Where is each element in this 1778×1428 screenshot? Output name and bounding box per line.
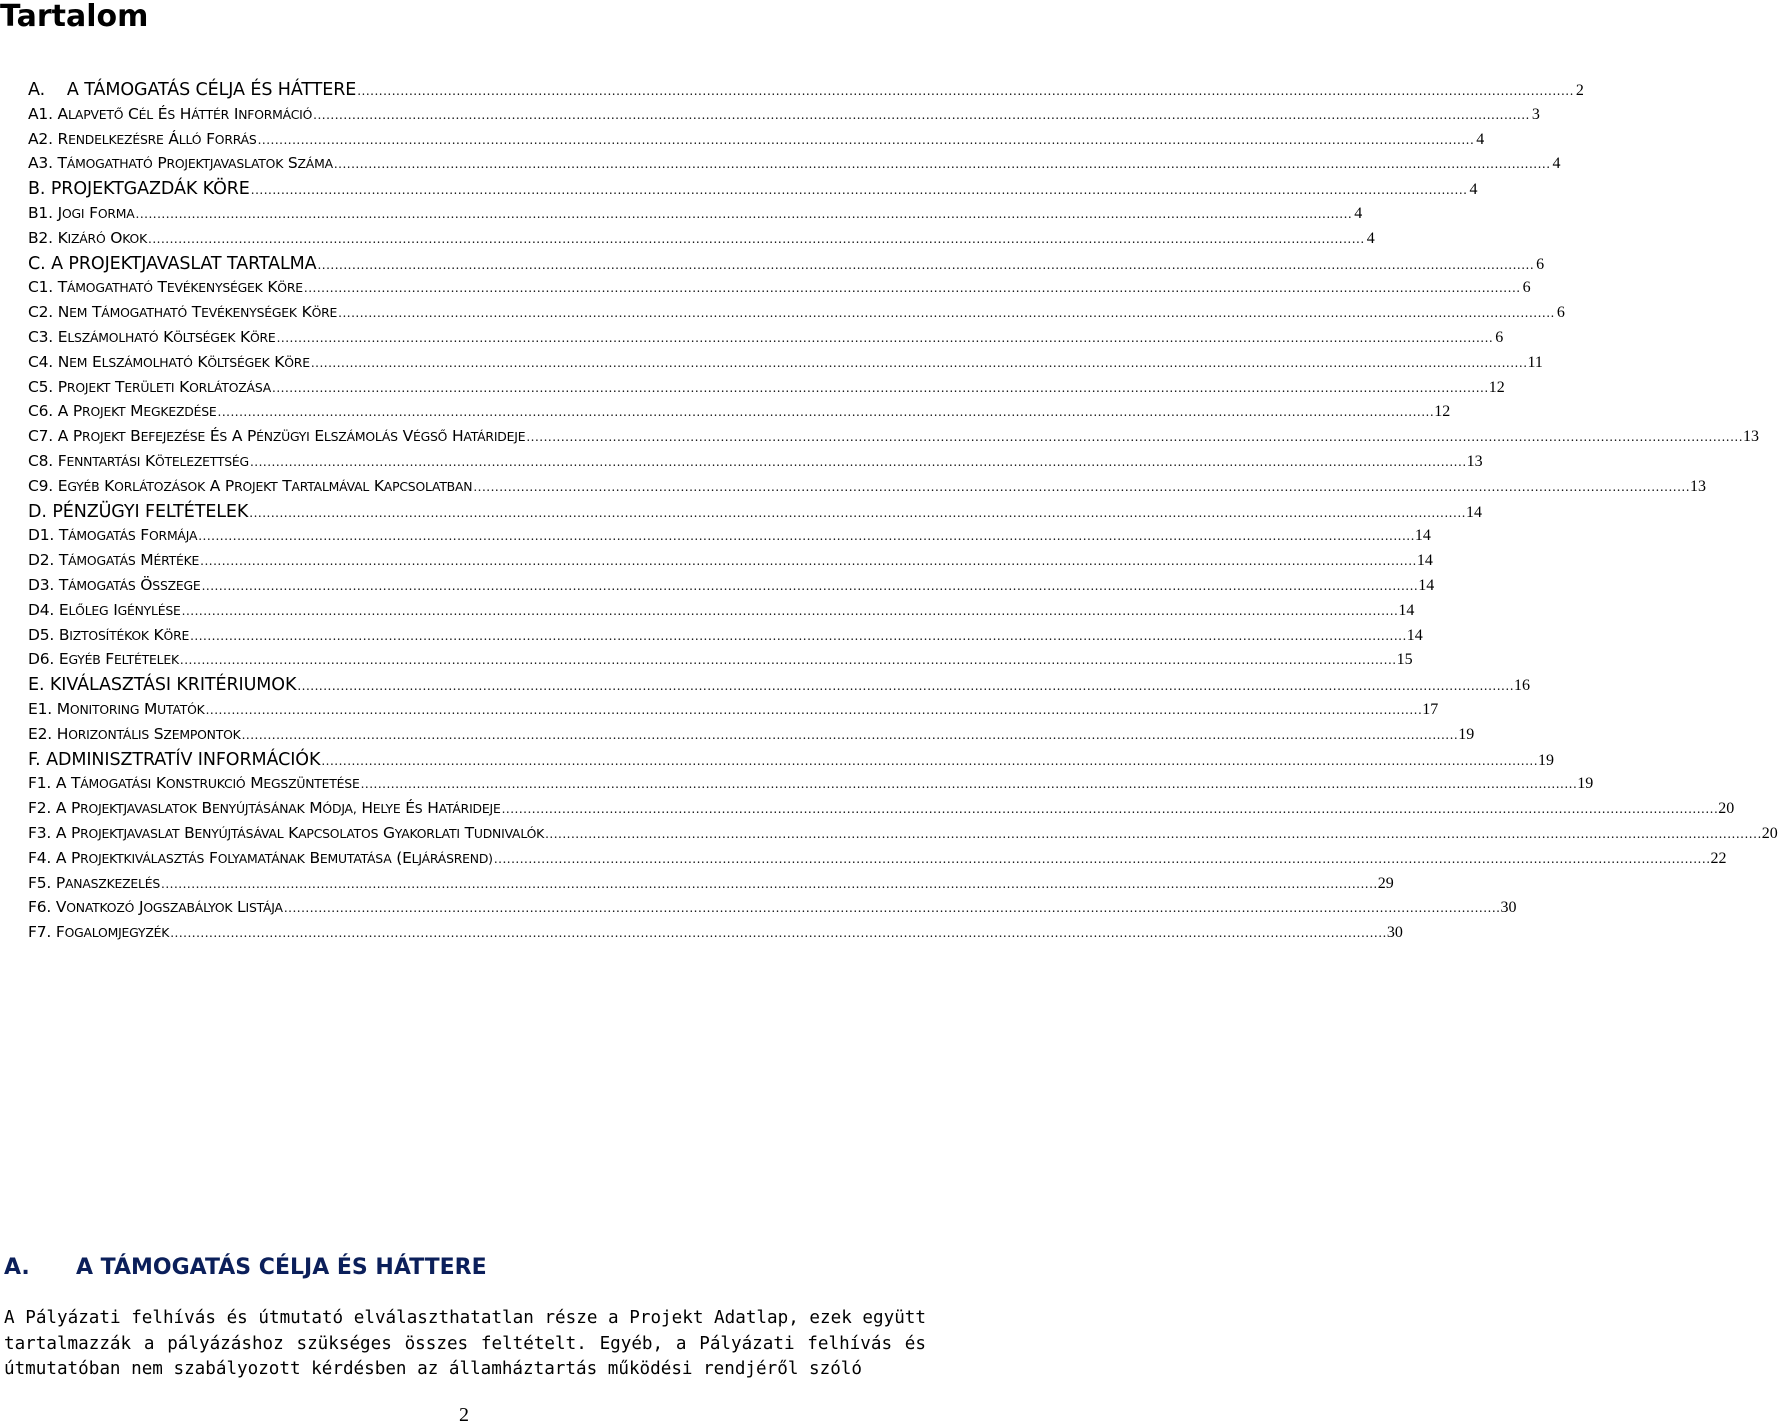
toc-dot-leader: [217, 405, 1435, 419]
toc-entry-label: EGYÉB FELTÉTELEK: [58, 650, 179, 669]
toc-entry[interactable]: [28, 923, 1403, 948]
toc-entry-title: [28, 824, 544, 842]
toc-entry-label: HORIZONTÁLIS SZEMPONTOK: [56, 724, 241, 743]
toc-entry-label: A PROJEKTJAVASLATOK BENYÚJTÁSÁNAK MÓDJA, HELYE ÉS HATÁRIDEJE: [55, 799, 501, 818]
toc-entry-page: 17: [1422, 700, 1439, 718]
toc-entry-label: KIZÁRÓ OKOK: [57, 228, 147, 247]
toc-entry-label: A PROJEKTJAVASLAT BENYÚJTÁSÁVAL KAPCSOLATOS GYAKORLATI TUDNIVALÓK: [55, 823, 545, 842]
toc-entry-label: FENNTARTÁSI KÖTELEZETTSÉG: [57, 451, 249, 470]
toc-entry-page: 6: [1556, 304, 1565, 322]
toc-entry-page: 11: [1527, 353, 1543, 371]
toc-entry-label: ELSZÁMOLHATÓ KÖLTSÉGEK KÖRE: [57, 327, 276, 346]
toc-entry-title: [28, 427, 525, 445]
toc-dot-leader: [199, 554, 1417, 568]
toc-entry-label: PROJEKT TERÜLETI KORLÁTOZÁSA: [57, 377, 271, 396]
toc-entry-number: C6.: [28, 402, 54, 421]
toc-entry-page: 4: [1366, 229, 1375, 247]
toc-entry-page: 2: [1575, 82, 1584, 99]
toc-entry-page: 29: [1377, 874, 1394, 892]
toc-dot-leader: [316, 258, 1534, 272]
toc-entry-page: 6: [1536, 255, 1545, 273]
toc-entry[interactable]: [28, 203, 1363, 229]
toc-entry[interactable]: [28, 278, 1531, 303]
page-number: 2: [459, 1404, 469, 1426]
toc-entry-page: 13: [1743, 428, 1760, 446]
toc-entry-page: 14: [1465, 503, 1482, 521]
toc-entry-page: 6: [1495, 328, 1504, 346]
toc-entry-title: [28, 774, 360, 792]
toc-entry-page: 12: [1488, 378, 1505, 396]
toc-entry-page: 19: [1458, 725, 1475, 743]
toc-entry-page: 4: [1354, 204, 1363, 222]
toc-entry-title: [28, 675, 296, 695]
toc-entry-number: C9.: [28, 476, 54, 495]
toc-entry-number: D6.: [28, 650, 55, 669]
toc-entry-number: D3.: [28, 575, 55, 594]
toc-entry-page: 14: [1406, 626, 1423, 644]
toc-entry[interactable]: [28, 724, 1475, 750]
toc-entry[interactable]: [28, 774, 1594, 799]
toc-entry-title: [28, 750, 320, 770]
toc-entry[interactable]: [28, 749, 1555, 775]
toc-entry-number: F5.: [28, 873, 52, 892]
toc-entry[interactable]: [28, 600, 1415, 626]
toc-entry-label: PÉNZÜGYI FELTÉTELEK: [52, 501, 249, 522]
toc-entry-label: TÁMOGATHATÓ PROJEKTJAVASLATOK SZÁMA: [57, 154, 333, 173]
toc-entry-title: [28, 303, 337, 321]
toc-entry[interactable]: [28, 625, 1423, 651]
toc-entry-page: 14: [1416, 552, 1433, 570]
toc-entry-title: [28, 278, 303, 296]
toc-dot-leader: [197, 529, 1415, 543]
toc-dot-leader: [303, 281, 1521, 295]
toc-entry-number: D2.: [28, 551, 55, 570]
toc-entry-title: [28, 402, 217, 420]
toc-entry[interactable]: [28, 650, 1413, 675]
toc-entry-number: D4.: [28, 600, 55, 619]
toc-entry-page: 14: [1414, 527, 1431, 545]
toc-entry[interactable]: [28, 327, 1504, 353]
toc-entry-label: TÁMOGATHATÓ TEVÉKENYSÉGEK KÖRE: [57, 278, 303, 297]
toc-entry-title: [28, 452, 249, 470]
toc-entry-number: C1.: [28, 278, 54, 297]
toc-entry-label: EGYÉB KORLÁTOZÁSOK A PROJEKT TARTALMÁVAL KAPCSOLATBAN: [57, 476, 473, 495]
toc-entry-title: [28, 378, 271, 396]
toc-entry-number: F6.: [28, 898, 52, 917]
toc-entry-title: [28, 80, 356, 100]
toc-entry-title: [28, 328, 276, 346]
toc-entry-title: [28, 353, 310, 371]
toc-entry-label: ELŐLEG IGÉNYLÉSE: [58, 600, 181, 619]
toc-dot-leader: [205, 703, 1423, 717]
toc-entry-page: 6: [1522, 279, 1531, 297]
toc-entry[interactable]: [28, 501, 1482, 527]
toc-entry-label: A PROJEKTJAVASLAT TARTALMA: [51, 253, 317, 274]
toc-entry[interactable]: [28, 104, 1540, 130]
toc-entry[interactable]: [28, 352, 1543, 378]
toc-entry[interactable]: [28, 476, 1707, 502]
toc-entry-number: D.: [28, 501, 47, 522]
toc-entry-number: B.: [28, 179, 46, 200]
toc-entry-page: 12: [1434, 403, 1451, 421]
toc-entry[interactable]: [28, 675, 1531, 700]
toc-entry[interactable]: [28, 228, 1375, 254]
toc-entry-number: B1.: [28, 203, 53, 222]
toc-entry-number: A3.: [28, 154, 53, 173]
toc-entry-title: [28, 477, 472, 495]
toc-entry-label: NEM TÁMOGATHATÓ TEVÉKENYSÉGEK KÖRE: [57, 303, 338, 322]
toc-entry[interactable]: [28, 873, 1394, 899]
toc-entry-title: [28, 799, 501, 817]
toc-entry-label: BIZTOSÍTÉKOK KÖRE: [58, 625, 190, 644]
toc-entry-label: NEM ELSZÁMOLHATÓ KÖLTSÉGEK KÖRE: [57, 352, 310, 371]
toc-entry-number: C2.: [28, 303, 54, 322]
toc-entry-page: 4: [1552, 155, 1561, 173]
toc-entry-label: PANASZKEZELÉS: [55, 873, 161, 892]
toc-entry-title: [28, 229, 147, 247]
page-title: Tartalom: [0, 0, 149, 34]
toc-entry-page: 13: [1466, 452, 1483, 470]
toc-entry-page: 19: [1577, 775, 1594, 793]
toc-entry-number: C4.: [28, 352, 54, 371]
section-heading-text: A TÁMOGATÁS CÉLJA ÉS HÁTTERE: [76, 1255, 487, 1280]
toc-dot-leader: [310, 356, 1528, 370]
toc-dot-leader: [493, 852, 1711, 866]
toc-entry-label: FOGALOMJEGYZÉK: [55, 923, 170, 942]
toc-entry-page: 20: [1761, 824, 1778, 842]
toc-entry[interactable]: [28, 898, 1517, 923]
toc-entry-title: [28, 601, 181, 619]
toc-dot-leader: [360, 777, 1578, 791]
toc-entry[interactable]: [28, 823, 1778, 849]
toc-dot-leader: [501, 802, 1719, 816]
toc-entry[interactable]: [28, 179, 1478, 204]
toc-entry-title: [28, 898, 283, 916]
toc-dot-leader: [201, 579, 1419, 593]
toc-entry-label: TÁMOGATÁS FORMÁJA: [58, 526, 198, 545]
toc-entry-number: A.: [28, 80, 46, 100]
toc-entry-page: 14: [1398, 601, 1415, 619]
toc-entry-label: A PROJEKT BEFEJEZÉSE ÉS A PÉNZÜGYI ELSZÁMOLÁS VÉGSŐ HATÁRIDEJE: [57, 427, 526, 446]
toc-entry-number: C7.: [28, 427, 54, 446]
toc-entry[interactable]: [28, 402, 1451, 427]
toc-entry-label: TÁMOGATÁS ÖSSZEGE: [58, 575, 201, 594]
toc-entry-label: TÁMOGATÁS MÉRTÉKE: [58, 551, 200, 570]
section-heading: [4, 1254, 487, 1282]
toc-dot-leader: [283, 901, 1501, 915]
toc-dot-leader: [135, 207, 1353, 221]
toc-entry-title: [28, 130, 257, 148]
toc-dot-leader: [544, 827, 1762, 841]
body-paragraph: A Pályázati felhívás és útmutató elválaszthatatlan része a Projekt Adatlap, ezek együtt tartalmazzák a pályázáshoz szükséges összes feltételt. Egyéb, a Pályázati felhívás és útmutatóban nem szabályozott kérdésben az államháztartás működési rendjéről szóló: [4, 1308, 926, 1379]
toc-entry-page: 15: [1396, 651, 1413, 669]
toc-entry-label: A PROJEKTKIVÁLASZTÁS FOLYAMATÁNAK BEMUTATÁSA (ELJÁRÁSREND): [55, 848, 493, 867]
toc-entry-page: 13: [1690, 477, 1707, 495]
toc-entry-label: RENDELKEZÉSRE ÁLLÓ FORRÁS: [57, 129, 257, 148]
toc-entry-number: D1.: [28, 526, 55, 545]
toc-entry-title: [28, 526, 197, 544]
toc-entry-label: VONATKOZÓ JOGSZABÁLYOK LISTÁJA: [55, 898, 283, 917]
toc-dot-leader: [337, 306, 1555, 320]
section-heading-number: A.: [4, 1255, 30, 1280]
toc-entry-label: PROJEKTGAZDÁK KÖRE: [50, 179, 250, 200]
toc-dot-leader: [296, 679, 1514, 693]
toc-dot-leader: [189, 629, 1407, 643]
toc-entry-number: F4.: [28, 848, 52, 867]
toc-entry[interactable]: [28, 551, 1433, 576]
toc-dot-leader: [250, 183, 1468, 197]
toc-entry-number: C8.: [28, 451, 54, 470]
table-of-contents: [28, 80, 1778, 948]
toc-entry-page: 3: [1531, 105, 1540, 123]
toc-entry[interactable]: [28, 253, 1545, 279]
toc-entry[interactable]: [28, 575, 1435, 601]
toc-entry-title: [28, 551, 199, 569]
toc-dot-leader: [312, 108, 1530, 122]
toc-entry-page: 30: [1386, 924, 1403, 942]
toc-entry-label: KIVÁLASZTÁSI KRITÉRIUMOK: [49, 675, 297, 696]
toc-entry[interactable]: [28, 129, 1485, 155]
toc-entry-label: ALAPVETŐ CÉL ÉS HÁTTÉR INFORMÁCIÓ: [57, 104, 313, 123]
toc-entry-page: 4: [1476, 130, 1485, 148]
toc-entry-title: [28, 626, 189, 644]
toc-dot-leader: [257, 133, 1475, 147]
toc-entry-page: 19: [1538, 751, 1555, 769]
toc-entry-number: F2.: [28, 799, 52, 818]
toc-entry-title: [28, 502, 248, 522]
toc-dot-leader: [356, 84, 1574, 98]
toc-entry[interactable]: [28, 699, 1439, 725]
toc-dot-leader: [472, 480, 1690, 494]
toc-dot-leader: [333, 157, 1551, 171]
toc-entry-number: E.: [28, 675, 45, 696]
toc-entry-number: A1.: [28, 104, 53, 123]
toc-entry-number: F7.: [28, 923, 52, 942]
toc-entry-label: ADMINISZTRATÍV INFORMÁCIÓK: [46, 749, 321, 770]
toc-entry[interactable]: [28, 848, 1727, 874]
toc-dot-leader: [160, 877, 1378, 891]
toc-entry-number: E1.: [28, 699, 52, 718]
toc-entry-number: F.: [28, 749, 41, 770]
toc-entry-number: C.: [28, 253, 46, 274]
toc-entry[interactable]: [28, 303, 1565, 328]
toc-entry-title: [28, 179, 250, 199]
toc-dot-leader: [241, 728, 1459, 742]
toc-entry-title: [28, 650, 179, 668]
toc-entry[interactable]: [28, 451, 1483, 477]
toc-dot-leader: [320, 754, 1538, 768]
toc-entry-title: [28, 154, 333, 172]
toc-entry-number: F1.: [28, 774, 52, 793]
toc-dot-leader: [181, 604, 1399, 618]
toc-entry-label: A PROJEKT MEGKEZDÉSE: [57, 402, 217, 421]
toc-entry-page: 14: [1418, 576, 1435, 594]
toc-entry-label: A TÁMOGATÁS CÉLJA ÉS HÁTTERE: [66, 80, 357, 100]
toc-dot-leader: [248, 506, 1466, 520]
toc-entry-page: 4: [1469, 181, 1478, 199]
toc-entry[interactable]: [28, 799, 1735, 824]
toc-dot-leader: [249, 455, 1467, 469]
toc-entry-label: A TÁMOGATÁSI KONSTRUKCIÓ MEGSZÜNTETÉSE: [55, 774, 360, 793]
toc-entry-number: C5.: [28, 377, 54, 396]
toc-entry-title: [28, 725, 241, 743]
toc-entry[interactable]: [28, 80, 1584, 105]
toc-entry-label: JOGI FORMA: [57, 203, 135, 222]
toc-entry-page: 30: [1500, 899, 1517, 917]
toc-entry-title: [28, 700, 205, 718]
toc-entry-title: [28, 576, 201, 594]
toc-entry-page: 16: [1514, 677, 1531, 695]
toc-entry-page: 22: [1710, 849, 1727, 867]
toc-entry-number: C3.: [28, 327, 54, 346]
toc-entry-title: [28, 105, 312, 123]
toc-entry[interactable]: [28, 154, 1561, 179]
toc-entry-page: 20: [1718, 800, 1735, 818]
toc-entry[interactable]: [28, 427, 1760, 452]
toc-dot-leader: [276, 331, 1494, 345]
toc-entry-number: E2.: [28, 724, 52, 743]
toc-entry-title: [28, 204, 135, 222]
toc-entry-number: B2.: [28, 228, 53, 247]
toc-dot-leader: [169, 926, 1387, 940]
toc-entry-title: [28, 254, 316, 274]
toc-entry-title: [28, 849, 493, 867]
toc-dot-leader: [179, 653, 1397, 667]
toc-entry[interactable]: [28, 377, 1505, 403]
toc-dot-leader: [271, 381, 1489, 395]
toc-dot-leader: [525, 430, 1743, 444]
toc-entry-label: MONITORING MUTATÓK: [56, 699, 205, 718]
toc-entry-title: [28, 923, 169, 941]
toc-entry-number: F3.: [28, 823, 52, 842]
toc-entry-title: [28, 874, 160, 892]
toc-entry-number: D5.: [28, 625, 55, 644]
toc-entry[interactable]: [28, 526, 1431, 551]
toc-entry-number: A2.: [28, 129, 53, 148]
toc-dot-leader: [147, 232, 1365, 246]
